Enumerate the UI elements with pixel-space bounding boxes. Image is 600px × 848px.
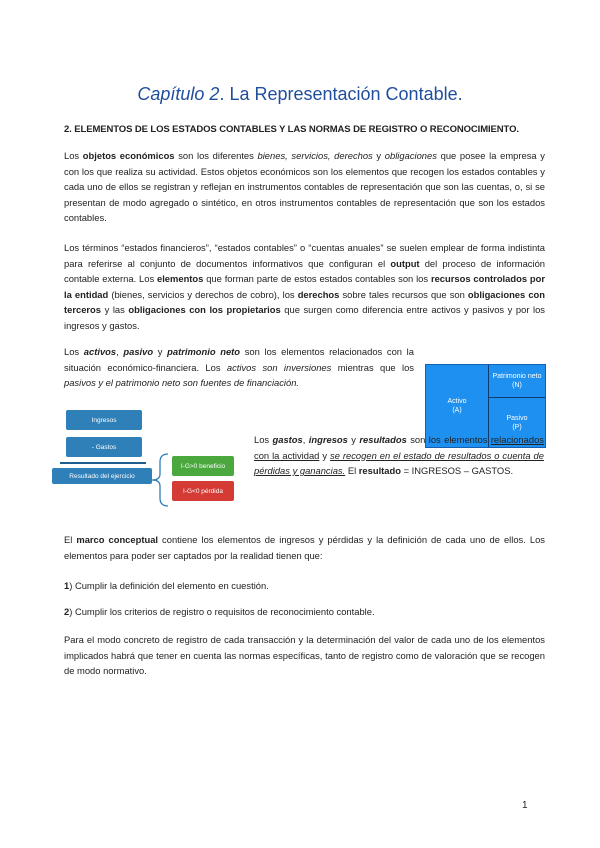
page-title — [0, 84, 600, 105]
balance-pasivo: Pasivo (P) — [506, 414, 528, 431]
list-item-1: 1) Cumplir la definición del elemento en cuestión. — [64, 580, 269, 591]
diagram-perdida: I-G<0 pérdida — [172, 481, 234, 501]
title-chapter: Capítulo 2 — [137, 84, 220, 104]
paragraph-normas: Para el modo concreto de registro de cada transacción y la determinación del valor de cada uno de los elementos implicados habrá que tener en cuenta las normas específicas, tanto de registro como de valoración que se recogen de modo normativo. — [64, 634, 545, 676]
paragraph-estados: Los términos “estados financieros”, “estados contables” o “cuentas anuales” se suelen emplear de forma indistinta para referirse al conjunto de documentos informativos que configuran el output del proceso de información contable externa. Los elementos que forman parte de estos estados contables son los recursos controlados por la entidad (bienes, servicios y derechos de cobro), los derechos sobre tales recursos que son obligaciones con terceros y las obligaciones con los propietarios que surgen como diferencia entre activos y pasivos y por los ingresos y gastos. — [64, 242, 545, 331]
diagram-sum-line — [60, 462, 146, 464]
paragraph-resultados: Los gastos, ingresos y resultados son los elementos relacionados con la actividad y se recogen en el estado de resultados o cuenta de pérdidas y ganancias. El resultado = INGRESOS – GASTOS. — [254, 434, 544, 476]
diagram-gastos: - Gastos — [66, 437, 142, 457]
diagram-beneficio: I-G>0 beneficio — [172, 456, 234, 476]
diagram-resultado: Resultado del ejercicio — [52, 468, 152, 484]
balance-patrimonio: Patrimonio neto (N) — [489, 365, 545, 398]
title-rest: . La Representación Contable. — [219, 84, 463, 104]
diagram-brace — [148, 452, 170, 508]
paragraph-activos: Los activos, pasivo y patrimonio neto son los elementos relacionados con la situación económico-financiera. Los activos son inversiones mientras que los pasivos y el patrimonio neto son fuentes de financiación. — [64, 346, 414, 388]
paragraph-objetos: Los objetos económicos son los diferentes bienes, servicios, derechos y obligaciones que posee la empresa y con los que realiza su actividad. Estos objetos económicos son los elementos que recogen los estados contables y cada uno de ellos se registran y reflejan en instrumentos contables de representación que son las cuentas, o, si se presentan de modo agregado o sintético, en otros instrumentos contables de representación que son los estados contables. — [64, 150, 545, 223]
list-item-2: 2) Cumplir los criterios de registro o requisitos de reconocimiento contable. — [64, 606, 375, 617]
balance-activo: Activo (A) — [426, 365, 489, 447]
page-number: 1 — [522, 800, 528, 811]
section-heading: 2. ELEMENTOS DE LOS ESTADOS CONTABLES Y LAS NORMAS DE REGISTRO O RECONOCIMIENTO. — [64, 124, 519, 135]
diagram-ingresos: Ingresos — [66, 410, 142, 430]
paragraph-marco: El marco conceptual contiene los elementos de ingresos y pérdidas y la definición de cada uno de ellos. Los elementos para poder ser captados por la realidad tienen que: — [64, 534, 545, 561]
